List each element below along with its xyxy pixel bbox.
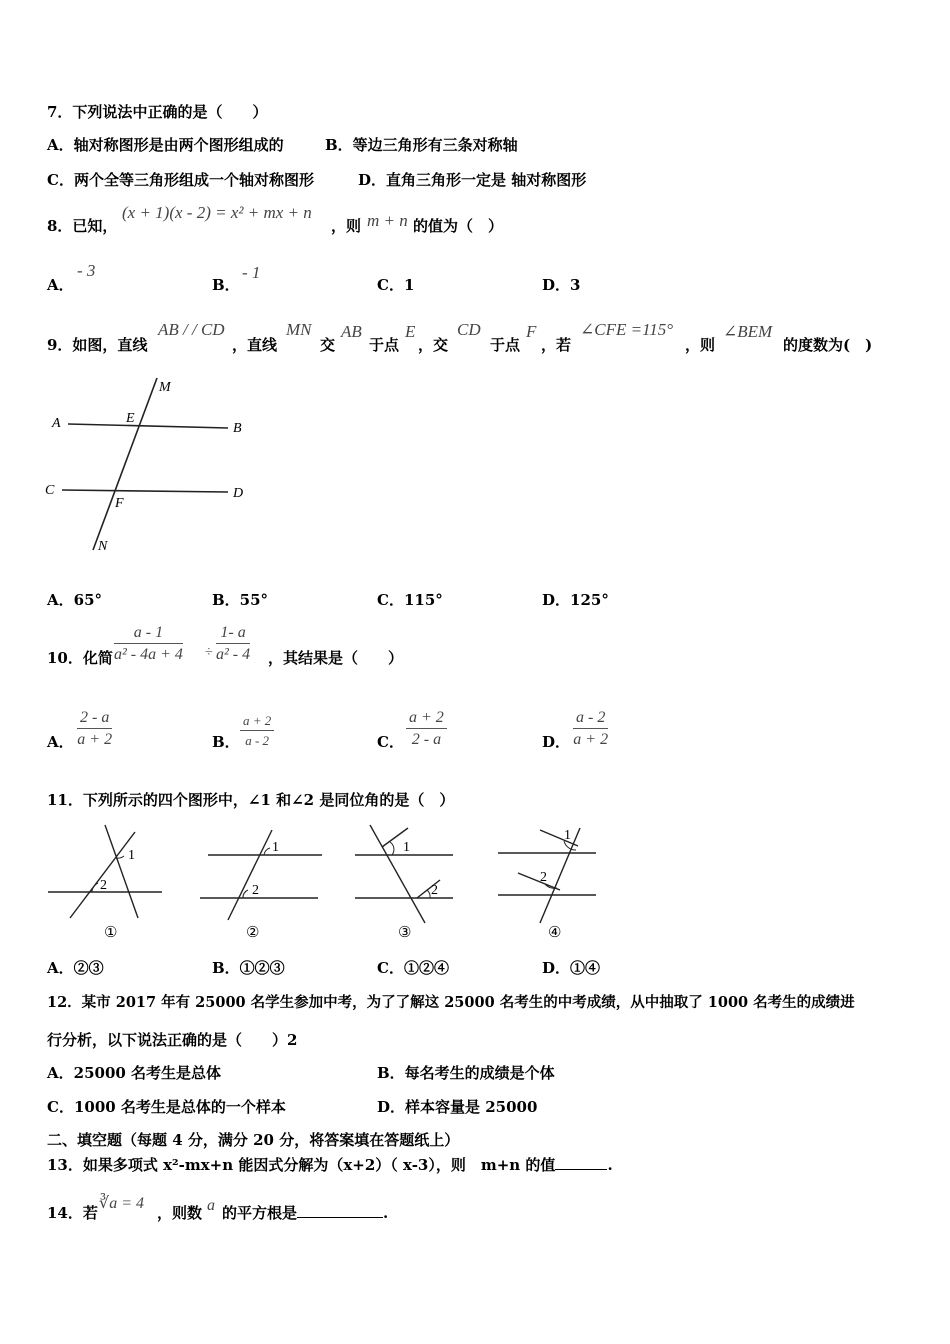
q8-stem-suffix: 的值为（ ） — [413, 217, 504, 235]
line-ab — [68, 424, 228, 428]
label-b: B — [233, 421, 242, 436]
q10-fraction-1-numerator: a - 1 — [114, 624, 183, 644]
q11-figure-2 — [200, 830, 322, 941]
q10-option-a-numerator: 2 - a — [77, 709, 112, 729]
q10-option-d-label: D． — [542, 733, 571, 751]
label-e: E — [126, 411, 135, 426]
label-c: C — [45, 483, 55, 498]
q8-option-b-label: B． — [212, 276, 240, 294]
q10-option-c-fraction — [406, 709, 447, 749]
q10-option-b-denominator: a - 2 — [245, 733, 270, 748]
q10-option-c-numerator: a + 2 — [406, 709, 447, 729]
q10-fraction-1-denominator: a² - 4a + 4 — [114, 646, 183, 663]
q8-stem-mid: ，则 — [331, 217, 362, 235]
q7-option-c: C．两个全等三角形组成一个轴对称图形 — [47, 171, 314, 189]
line-cd — [62, 490, 228, 492]
q9-text-4: 于点 — [369, 336, 400, 354]
q13-stem — [47, 1155, 613, 1175]
q10-option-a-denominator: a + 2 — [77, 731, 113, 748]
q9-text-3: 交 — [320, 336, 336, 354]
q10-fraction-2 — [216, 624, 250, 664]
q11-fig1-angle1: 1 — [128, 848, 135, 863]
q9-math-ab-cd: AB / / CD — [158, 320, 225, 339]
q10-prefix: 10．化简 — [47, 649, 113, 667]
q8-expression: m + n — [367, 211, 408, 230]
q14-mid: ，则数 — [157, 1204, 203, 1222]
line-mn — [93, 378, 157, 550]
q11-fig2-angle1: 1 — [272, 840, 279, 855]
q11-option-a: A．②③ — [47, 959, 104, 977]
q13-end: . — [607, 1156, 613, 1174]
q12-option-a: A．25000 名考生是总体 — [47, 1064, 222, 1082]
q11-fig3-angle1: 1 — [403, 840, 410, 855]
q9-math-ab: AB — [341, 322, 362, 341]
q9-text-9: 的度数为( ) — [783, 336, 873, 354]
q8-option-a-label: A． — [47, 276, 74, 294]
q10-fraction-2-denominator: a² - 4 — [216, 646, 251, 663]
q7-option-a: A．轴对称图形是由两个图形组成的 — [47, 136, 284, 154]
q9-text-7: ，若 — [541, 336, 572, 354]
q11-fig4-angle1: 1 — [564, 828, 571, 843]
q13-answer-blank[interactable] — [555, 1169, 607, 1170]
q7-stem: 7．下列说法中正确的是（ ） — [47, 103, 268, 121]
q11-option-d: D．①④ — [542, 959, 601, 977]
q14-formula: ∛a = 4 — [99, 1195, 144, 1212]
q14-answer-blank[interactable] — [297, 1217, 383, 1218]
q9-option-a: A．65° — [47, 591, 103, 609]
q9-text-5: ，交 — [418, 336, 449, 354]
q7-option-d: D．直角三角形一定是 轴对称图形 — [358, 171, 587, 189]
q10-option-b-fraction — [240, 713, 274, 749]
section-2-heading: 二、填空题（每题 4 分，满分 20 分，将答案填在答题纸上） — [47, 1131, 460, 1149]
q9-math-mn: MN — [286, 320, 312, 339]
q10-option-d-numerator: a - 2 — [573, 709, 608, 729]
q11-figure-3 — [355, 825, 453, 941]
q11-fig4-angle2: 2 — [540, 870, 547, 885]
q14-variable-a: a — [207, 1197, 215, 1214]
q8-option-d: D．3 — [542, 276, 581, 294]
q11-caption-4: ④ — [548, 925, 562, 941]
q11-option-b: B．①②③ — [212, 959, 285, 977]
q9-math-f: F — [526, 322, 537, 341]
label-d: D — [233, 486, 244, 501]
q9-math-angle-bem: ∠BEM — [723, 322, 773, 341]
label-f: F — [115, 496, 124, 511]
q14-answer-line — [222, 1203, 388, 1223]
q14-suffix: 的平方根是 — [222, 1204, 298, 1222]
q9-text-2: ，直线 — [232, 336, 278, 354]
q9-figure — [40, 372, 260, 557]
q9-option-b: B．55° — [212, 591, 269, 609]
q11-figures — [40, 820, 620, 945]
q10-option-b-label: B． — [212, 733, 240, 751]
q11-caption-1: ① — [104, 925, 118, 941]
q11-fig3-angle2: 2 — [431, 883, 438, 898]
q11-caption-2: ② — [246, 925, 260, 941]
q10-option-c-denominator: 2 - a — [411, 731, 442, 748]
label-a: A — [52, 416, 61, 431]
q10-fraction-2-numerator: 1- a — [216, 624, 250, 644]
q8-option-b-value: - 1 — [242, 263, 261, 282]
q10-option-c-label: C． — [377, 733, 404, 751]
q8-option-a-value: - 3 — [77, 261, 96, 280]
q9-math-angle-cfe: ∠CFE =115° — [580, 320, 674, 339]
q12-option-c: C．1000 名考生是总体的一个样本 — [47, 1098, 286, 1116]
q9-option-c: C．115° — [377, 591, 443, 609]
q10-divide-sign: ÷ — [205, 645, 213, 660]
q10-fraction-1 — [114, 624, 183, 664]
q8-stem-prefix: 8．已知， — [47, 217, 118, 235]
q12-option-b: B．每名考生的成绩是个体 — [377, 1064, 555, 1082]
q10-option-b-numerator: a + 2 — [240, 713, 274, 731]
q11-figure-1 — [48, 825, 162, 941]
q14-end: . — [383, 1204, 389, 1222]
q11-stem: 11．下列所示的四个图形中，∠1 和∠2 是同位角的是（ ） — [47, 791, 455, 809]
label-m: M — [159, 380, 171, 395]
q12-stem-line-1: 12．某市 2017 年有 25000 名学生参加中考，为了了解这 25000 名考生的中考成绩，从中抽取了 1000 名考生的成绩进 — [47, 994, 855, 1011]
q8-formula: (x + 1)(x - 2) = x² + mx + n — [122, 203, 312, 222]
q9-text-1: 9．如图，直线 — [47, 336, 148, 354]
q11-option-c: C．①②④ — [377, 959, 449, 977]
q12-option-d: D．样本容量是 25000 — [377, 1098, 538, 1116]
q9-text-8: ，则 — [685, 336, 716, 354]
q10-option-a-fraction — [77, 709, 112, 749]
q11-fig2-angle2: 2 — [252, 883, 259, 898]
q10-option-d-denominator: a + 2 — [573, 731, 609, 748]
label-n: N — [98, 539, 108, 554]
q13-stem-text: 13．如果多项式 x²-mx+n 能因式分解为（x+2）（ x-3），则 m+n 的值 — [47, 1156, 556, 1174]
q14-prefix: 14．若 — [47, 1204, 98, 1222]
q9-text-6: 于点 — [490, 336, 521, 354]
q8-option-c: C．1 — [377, 276, 415, 294]
q9-math-e: E — [405, 322, 416, 341]
q12-stem-line-2: 行分析，以下说法正确的是（ ）2 — [47, 1031, 298, 1049]
q10-option-d-fraction — [573, 709, 608, 749]
q10-option-a-label: A． — [47, 733, 74, 751]
q10-suffix: ，其结果是（ ） — [268, 649, 404, 667]
q7-option-b: B．等边三角形有三条对称轴 — [325, 136, 518, 154]
q11-caption-3: ③ — [398, 925, 412, 941]
q11-fig1-angle2: 2 — [100, 878, 107, 893]
q9-math-cd: CD — [457, 320, 481, 339]
q9-option-d: D．125° — [542, 591, 609, 609]
q11-figure-4 — [498, 828, 596, 941]
